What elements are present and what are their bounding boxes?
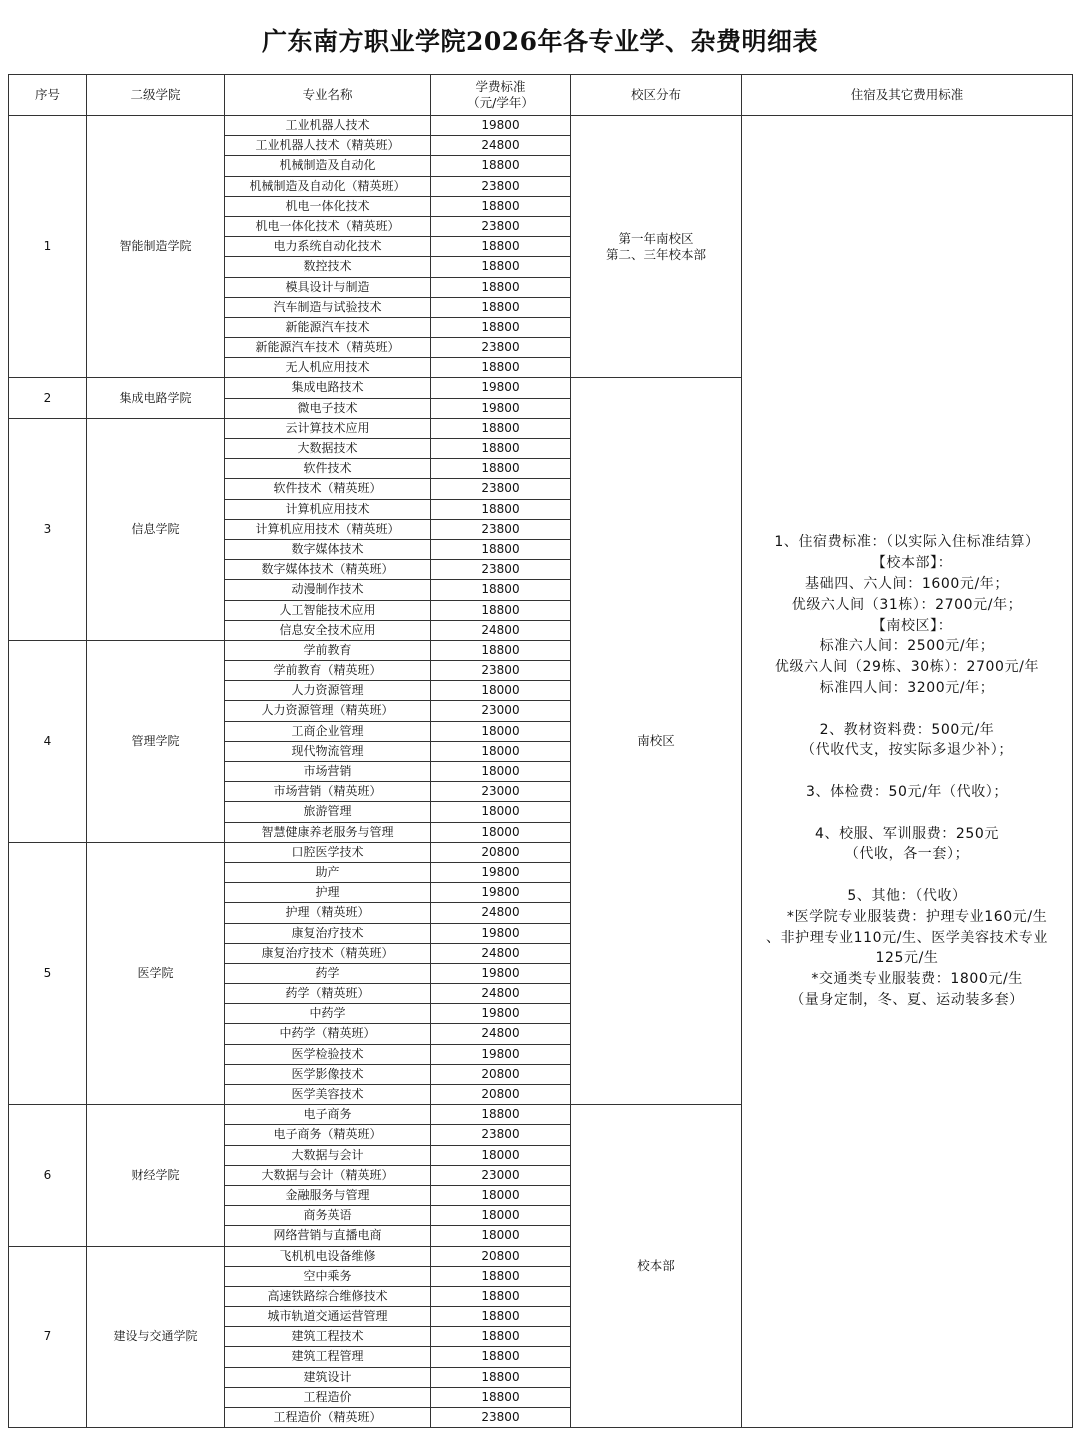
major-name: 金融服务与管理 (225, 1185, 431, 1205)
major-name: 信息安全技术应用 (225, 620, 431, 640)
major-name: 高速铁路综合维修技术 (225, 1286, 431, 1306)
tuition-fee: 20800 (431, 842, 571, 862)
major-name: 医学检验技术 (225, 1044, 431, 1064)
major-name: 工程造价 (225, 1387, 431, 1407)
major-name: 药学 (225, 963, 431, 983)
other-fee-line (742, 761, 1072, 782)
tuition-fee: 24800 (431, 136, 571, 156)
group-index: 4 (9, 640, 87, 842)
major-name: 新能源汽车技术 (225, 317, 431, 337)
other-fee-line: 优级六人间（31栋）：2700元/年； (791, 596, 1023, 613)
group-college: 财经学院 (87, 1105, 225, 1246)
other-fee-line: 5、其他：（代收） (847, 887, 967, 904)
group-college: 医学院 (87, 842, 225, 1104)
tuition-fee: 23000 (431, 782, 571, 802)
tuition-fee: 18800 (431, 600, 571, 620)
other-fee-line (742, 865, 1072, 886)
tuition-fee: 18000 (431, 1145, 571, 1165)
major-name: 大数据与会计（精英班） (225, 1165, 431, 1185)
major-name: 数控技术 (225, 257, 431, 277)
major-name: 人力资源管理（精英班） (225, 701, 431, 721)
page-title: 广东南方职业学院2026年各专业学、杂费明细表 (261, 27, 819, 56)
tuition-fee: 24800 (431, 1024, 571, 1044)
tuition-fee: 19800 (431, 378, 571, 398)
tuition-fee: 19800 (431, 923, 571, 943)
major-name: 软件技术（精英班） (225, 479, 431, 499)
tuition-fee: 18800 (431, 196, 571, 216)
major-name: 机电一体化技术（精英班） (225, 216, 431, 236)
major-name: 医学影像技术 (225, 1064, 431, 1084)
major-name: 市场营销（精英班） (225, 782, 431, 802)
group-college: 智能制造学院 (87, 116, 225, 378)
major-name: 康复治疗技术（精英班） (225, 943, 431, 963)
tuition-fee: 23800 (431, 176, 571, 196)
tuition-fee: 20800 (431, 1246, 571, 1266)
tuition-fee: 19800 (431, 883, 571, 903)
other-fee-line: *医学院专业服装费：护理专业160元/生 (766, 908, 1048, 925)
campus-cell (571, 1105, 742, 1428)
tuition-fee: 18800 (431, 640, 571, 660)
major-name: 机械制造及自动化 (225, 156, 431, 176)
major-name: 工商企业管理 (225, 721, 431, 741)
tuition-fee: 18800 (431, 1307, 571, 1327)
major-name: 现代物流管理 (225, 741, 431, 761)
major-name: 市场营销 (225, 762, 431, 782)
tuition-fee: 19800 (431, 398, 571, 418)
major-name: 软件技术 (225, 459, 431, 479)
other-fee-line: 优级六人间（29栋、30栋）：2700元/年 (774, 659, 1040, 676)
group-index: 2 (9, 378, 87, 418)
major-name: 微电子技术 (225, 398, 431, 418)
other-fee-line (742, 803, 1072, 824)
tuition-fee: 18800 (431, 459, 571, 479)
major-name: 工业机器人技术 (225, 116, 431, 136)
major-name: 医学美容技术 (225, 1085, 431, 1105)
tuition-fee: 18800 (431, 418, 571, 438)
tuition-fee: 18000 (431, 1206, 571, 1226)
tuition-fee: 18000 (431, 681, 571, 701)
major-name: 大数据技术 (225, 439, 431, 459)
major-name: 口腔医学技术 (225, 842, 431, 862)
major-name: 助产 (225, 862, 431, 882)
tuition-fee: 19800 (431, 1004, 571, 1024)
major-name: 药学（精英班） (225, 984, 431, 1004)
tuition-fee: 18800 (431, 156, 571, 176)
major-name: 工业机器人技术（精英班） (225, 136, 431, 156)
major-name: 机械制造及自动化（精英班） (225, 176, 431, 196)
tuition-fee: 18000 (431, 721, 571, 741)
major-name: 中药学（精英班） (225, 1024, 431, 1044)
major-name: 人工智能技术应用 (225, 600, 431, 620)
tuition-fee: 19800 (431, 862, 571, 882)
other-fee-line: *交通类专业服装费：1800元/生 (791, 971, 1023, 988)
tuition-fee: 23800 (431, 1125, 571, 1145)
tuition-fee: 24800 (431, 943, 571, 963)
fee-table (8, 74, 1073, 1428)
group-college: 信息学院 (87, 418, 225, 640)
other-fee-line: 、非护理专业110元/生、医学美容技术专业 (765, 929, 1049, 946)
campus-cell (571, 116, 742, 378)
other-fee-line: （代收代支，按实际多退少补）； (801, 742, 1013, 759)
major-name: 建筑工程管理 (225, 1347, 431, 1367)
major-name: 中药学 (225, 1004, 431, 1024)
tuition-fee: 18800 (431, 1266, 571, 1286)
header-fee-line2: （元/学年） (467, 95, 534, 110)
tuition-fee: 18000 (431, 741, 571, 761)
tuition-fee: 18000 (431, 802, 571, 822)
group-index: 5 (9, 842, 87, 1104)
group-college: 建设与交通学院 (87, 1246, 225, 1428)
tuition-fee: 18000 (431, 1226, 571, 1246)
major-name: 动漫制作技术 (225, 580, 431, 600)
major-name: 计算机应用技术（精英班） (225, 519, 431, 539)
tuition-fee: 18000 (431, 822, 571, 842)
major-name: 数字媒体技术 (225, 539, 431, 559)
other-fees-cell (742, 116, 1073, 1428)
other-fee-line (742, 699, 1072, 720)
tuition-fee: 18800 (431, 257, 571, 277)
tuition-fee: 23800 (431, 1408, 571, 1428)
tuition-fee: 18800 (431, 1367, 571, 1387)
tuition-fee: 18800 (431, 1387, 571, 1407)
tuition-fee: 18800 (431, 358, 571, 378)
campus-line: 南校区 (637, 733, 675, 749)
tuition-fee: 18800 (431, 277, 571, 297)
header-college: 二级学院 (87, 75, 225, 116)
other-fee-line: 基础四、六人间：1600元/年； (805, 576, 1009, 593)
major-name: 城市轨道交通运营管理 (225, 1307, 431, 1327)
tuition-fee: 18800 (431, 499, 571, 519)
major-name: 商务英语 (225, 1206, 431, 1226)
header-major: 专业名称 (225, 75, 431, 116)
major-name: 旅游管理 (225, 802, 431, 822)
header-index: 序号 (9, 75, 87, 116)
major-name: 新能源汽车技术（精英班） (225, 338, 431, 358)
major-name: 空中乘务 (225, 1266, 431, 1286)
major-name: 电子商务（精英班） (225, 1125, 431, 1145)
major-name: 模具设计与制造 (225, 277, 431, 297)
header-campus: 校区分布 (571, 75, 742, 116)
tuition-fee: 18000 (431, 762, 571, 782)
major-name: 大数据与会计 (225, 1145, 431, 1165)
header-fee-line1: 学费标准 (475, 79, 526, 95)
major-name: 飞机机电设备维修 (225, 1246, 431, 1266)
tuition-fee: 18800 (431, 1327, 571, 1347)
table-header-row (9, 75, 1073, 116)
tuition-fee: 19800 (431, 1044, 571, 1064)
tuition-fee: 18800 (431, 580, 571, 600)
header-other: 住宿及其它费用标准 (742, 75, 1073, 116)
major-name: 建筑工程技术 (225, 1327, 431, 1347)
major-name: 集成电路技术 (225, 378, 431, 398)
other-fee-line: 标准四人间：3200元/年； (819, 680, 995, 696)
tuition-fee: 24800 (431, 620, 571, 640)
major-name: 建筑设计 (225, 1367, 431, 1387)
major-name: 学前教育（精英班） (225, 661, 431, 681)
tuition-fee: 23800 (431, 479, 571, 499)
major-name: 云计算技术应用 (225, 418, 431, 438)
major-name: 护理（精英班） (225, 903, 431, 923)
other-fee-line: 1、住宿费标准：（以实际入住标准结算） (774, 534, 1040, 551)
tuition-fee: 20800 (431, 1064, 571, 1084)
other-fee-line: 125元/生 (875, 950, 939, 967)
major-name: 汽车制造与试验技术 (225, 297, 431, 317)
tuition-fee: 18800 (431, 297, 571, 317)
major-name: 计算机应用技术 (225, 499, 431, 519)
campus-line: 第一年南校区 (618, 230, 694, 246)
other-fee-line: 【校本部】： (861, 555, 953, 572)
major-name: 康复治疗技术 (225, 923, 431, 943)
tuition-fee: 18800 (431, 1347, 571, 1367)
major-name: 电力系统自动化技术 (225, 237, 431, 257)
other-fee-line: 标准六人间：2500元/年； (819, 638, 995, 655)
header-fee (431, 75, 571, 116)
major-name: 智慧健康养老服务与管理 (225, 822, 431, 842)
tuition-fee: 23800 (431, 216, 571, 236)
tuition-fee: 19800 (431, 963, 571, 983)
table-body (9, 116, 1073, 1428)
other-fee-line: 【南校区】： (861, 617, 953, 634)
major-name: 工程造价（精英班） (225, 1408, 431, 1428)
tuition-fee: 24800 (431, 984, 571, 1004)
group-college: 管理学院 (87, 640, 225, 842)
tuition-fee: 23800 (431, 338, 571, 358)
group-index: 3 (9, 418, 87, 640)
campus-line: 第二、三年校本部 (605, 246, 706, 262)
major-name: 机电一体化技术 (225, 196, 431, 216)
tuition-fee: 23000 (431, 1165, 571, 1185)
major-name: 人力资源管理 (225, 681, 431, 701)
tuition-fee: 20800 (431, 1085, 571, 1105)
major-name: 学前教育 (225, 640, 431, 660)
tuition-fee: 19800 (431, 116, 571, 136)
tuition-fee: 23800 (431, 560, 571, 580)
group-index: 1 (9, 116, 87, 378)
other-fee-line: （代收，各一套）； (844, 846, 970, 863)
group-index: 6 (9, 1105, 87, 1246)
tuition-fee: 23800 (431, 519, 571, 539)
tuition-fee: 23800 (431, 661, 571, 681)
campus-line: 校本部 (637, 1258, 675, 1274)
group-college: 集成电路学院 (87, 378, 225, 418)
campus-cell (571, 378, 742, 1105)
tuition-fee: 18800 (431, 237, 571, 257)
major-name: 护理 (225, 883, 431, 903)
tuition-fee: 18800 (431, 539, 571, 559)
other-fee-line: 3、体检费：50元/年（代收）； (805, 783, 1009, 800)
group-index: 7 (9, 1246, 87, 1428)
tuition-fee: 23000 (431, 701, 571, 721)
other-fee-line: 2、教材资料费：500元/年 (819, 721, 995, 738)
tuition-fee: 18000 (431, 1185, 571, 1205)
tuition-fee: 18800 (431, 1286, 571, 1306)
tuition-fee: 18800 (431, 1105, 571, 1125)
major-name: 电子商务 (225, 1105, 431, 1125)
other-fee-line: （量身定制，冬、夏、运动装多套） (790, 991, 1024, 1008)
major-name: 网络营销与直播电商 (225, 1226, 431, 1246)
other-fee-line: 4、校服、军训服费：250元 (814, 825, 1000, 842)
tuition-fee: 18800 (431, 439, 571, 459)
tuition-fee: 18800 (431, 317, 571, 337)
major-name: 无人机应用技术 (225, 358, 431, 378)
major-name: 数字媒体技术（精英班） (225, 560, 431, 580)
tuition-fee: 24800 (431, 903, 571, 923)
table-row (9, 116, 1073, 136)
